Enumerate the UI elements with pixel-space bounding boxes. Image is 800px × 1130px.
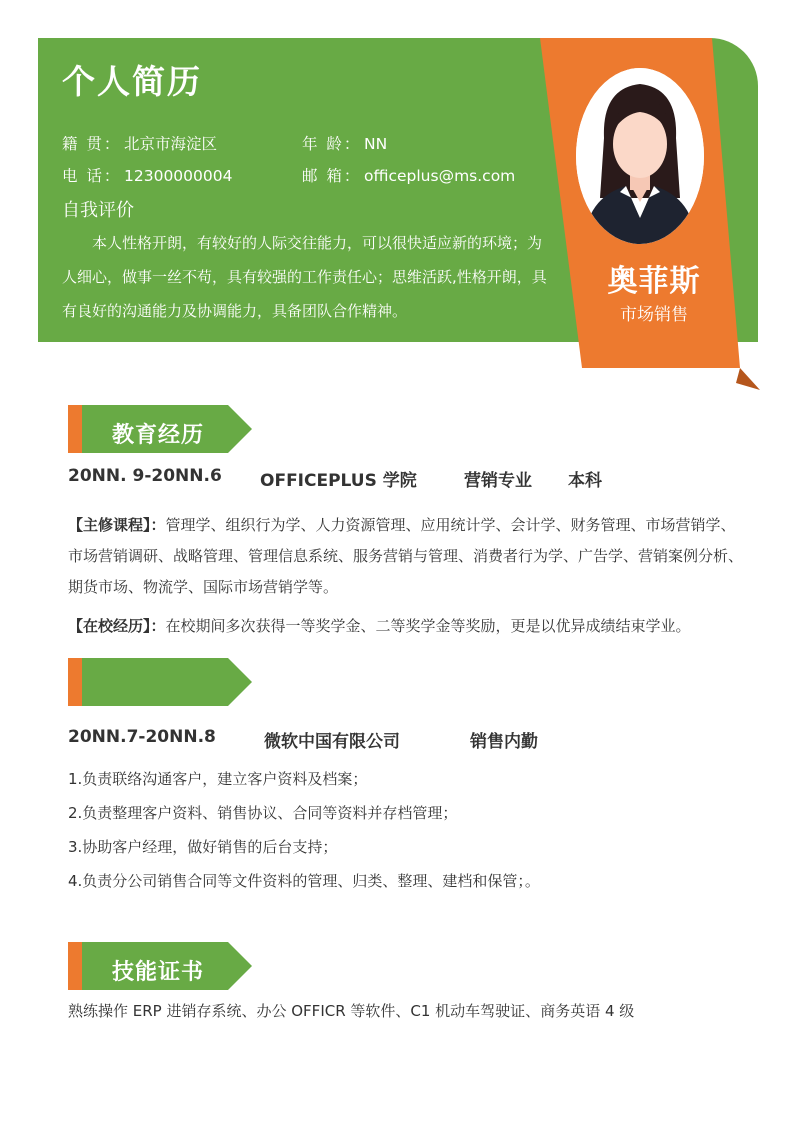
summary-title: 自我评价 xyxy=(62,200,134,221)
hometown-row xyxy=(62,132,217,154)
avatar-icon xyxy=(576,68,704,244)
work-company: 微软中国有限公司 xyxy=(264,732,400,752)
education-degree: 本科 xyxy=(568,471,602,491)
campus-label: 【在校经历】： xyxy=(68,617,166,635)
work-heading-banner xyxy=(68,658,258,706)
person-name: 奥菲斯 xyxy=(607,264,701,299)
campus-paragraph xyxy=(68,611,748,642)
phone-row xyxy=(62,164,232,186)
campus-text: 在校期间多次获得一等奖学金、二等奖学金等奖励，更是以优异成绩结束学业。 xyxy=(165,617,691,635)
courses-paragraph xyxy=(68,510,748,603)
age-value: NN xyxy=(364,135,388,153)
education-school: OFFICEPLUS 学院 xyxy=(260,471,417,491)
email-row xyxy=(302,164,515,186)
skills-text: 熟练操作 ERP 进销存系统、办公 OFFICR 等软件、C1 机动车驾驶证、商务英语 4 级 xyxy=(68,1002,635,1020)
education-period: 20NN. 9-20NN.6 xyxy=(68,466,222,486)
courses-label: 【主修课程】： xyxy=(68,516,166,534)
work-position: 销售内勤 xyxy=(470,732,538,752)
duty-item: 2.负责整理客户资料、销售协议、合同等资料并存档管理； xyxy=(68,804,458,822)
duty-item: 4.负责分公司销售合同等文件资料的管理、归类、整理、建档和保管；。 xyxy=(68,872,540,890)
courses-text: 管理学、组织行为学、人力资源管理、应用统计学、会计学、财务管理、市场营销学、市场营销调研、战略管理、管理信息系统、服务营销与管理、消费者行为学、广告学、营销案例分析、期货市场、物流学、国际市场营销学等。 xyxy=(68,516,744,596)
person-role: 市场销售 xyxy=(620,305,688,325)
education-heading: 教育经历 xyxy=(112,423,205,448)
duty-item: 1.负责联络沟通客户，建立客户资料及档案； xyxy=(68,770,368,788)
hometown-value: 北京市海淀区 xyxy=(124,135,218,153)
age-label: 年 龄： xyxy=(302,135,362,153)
phone-value: 12300000004 xyxy=(124,167,233,185)
summary-text: 本人性格开朗，有较好的人际交往能力，可以很快适应新的环境；为人细心，做事一丝不苟，具有较强的工作责任心；思维活跃,性格开朗，具有良好的沟通能力及协调能力，具备团队合作精神。 xyxy=(62,234,547,320)
education-major: 营销专业 xyxy=(464,471,532,491)
phone-label: 电 话： xyxy=(62,167,122,185)
email-label: 邮 箱： xyxy=(302,167,362,185)
work-period: 20NN.7-20NN.8 xyxy=(68,727,216,747)
page-title: 个人简历 xyxy=(62,62,202,101)
hometown-label: 籍 贯： xyxy=(62,135,122,153)
email-value: officeplus@ms.com xyxy=(364,167,516,185)
profile-photo xyxy=(576,68,704,244)
skills-heading: 技能证书 xyxy=(112,960,205,985)
age-row xyxy=(302,132,387,154)
duty-item: 3.协助客户经理，做好销售的后台支持； xyxy=(68,838,338,856)
